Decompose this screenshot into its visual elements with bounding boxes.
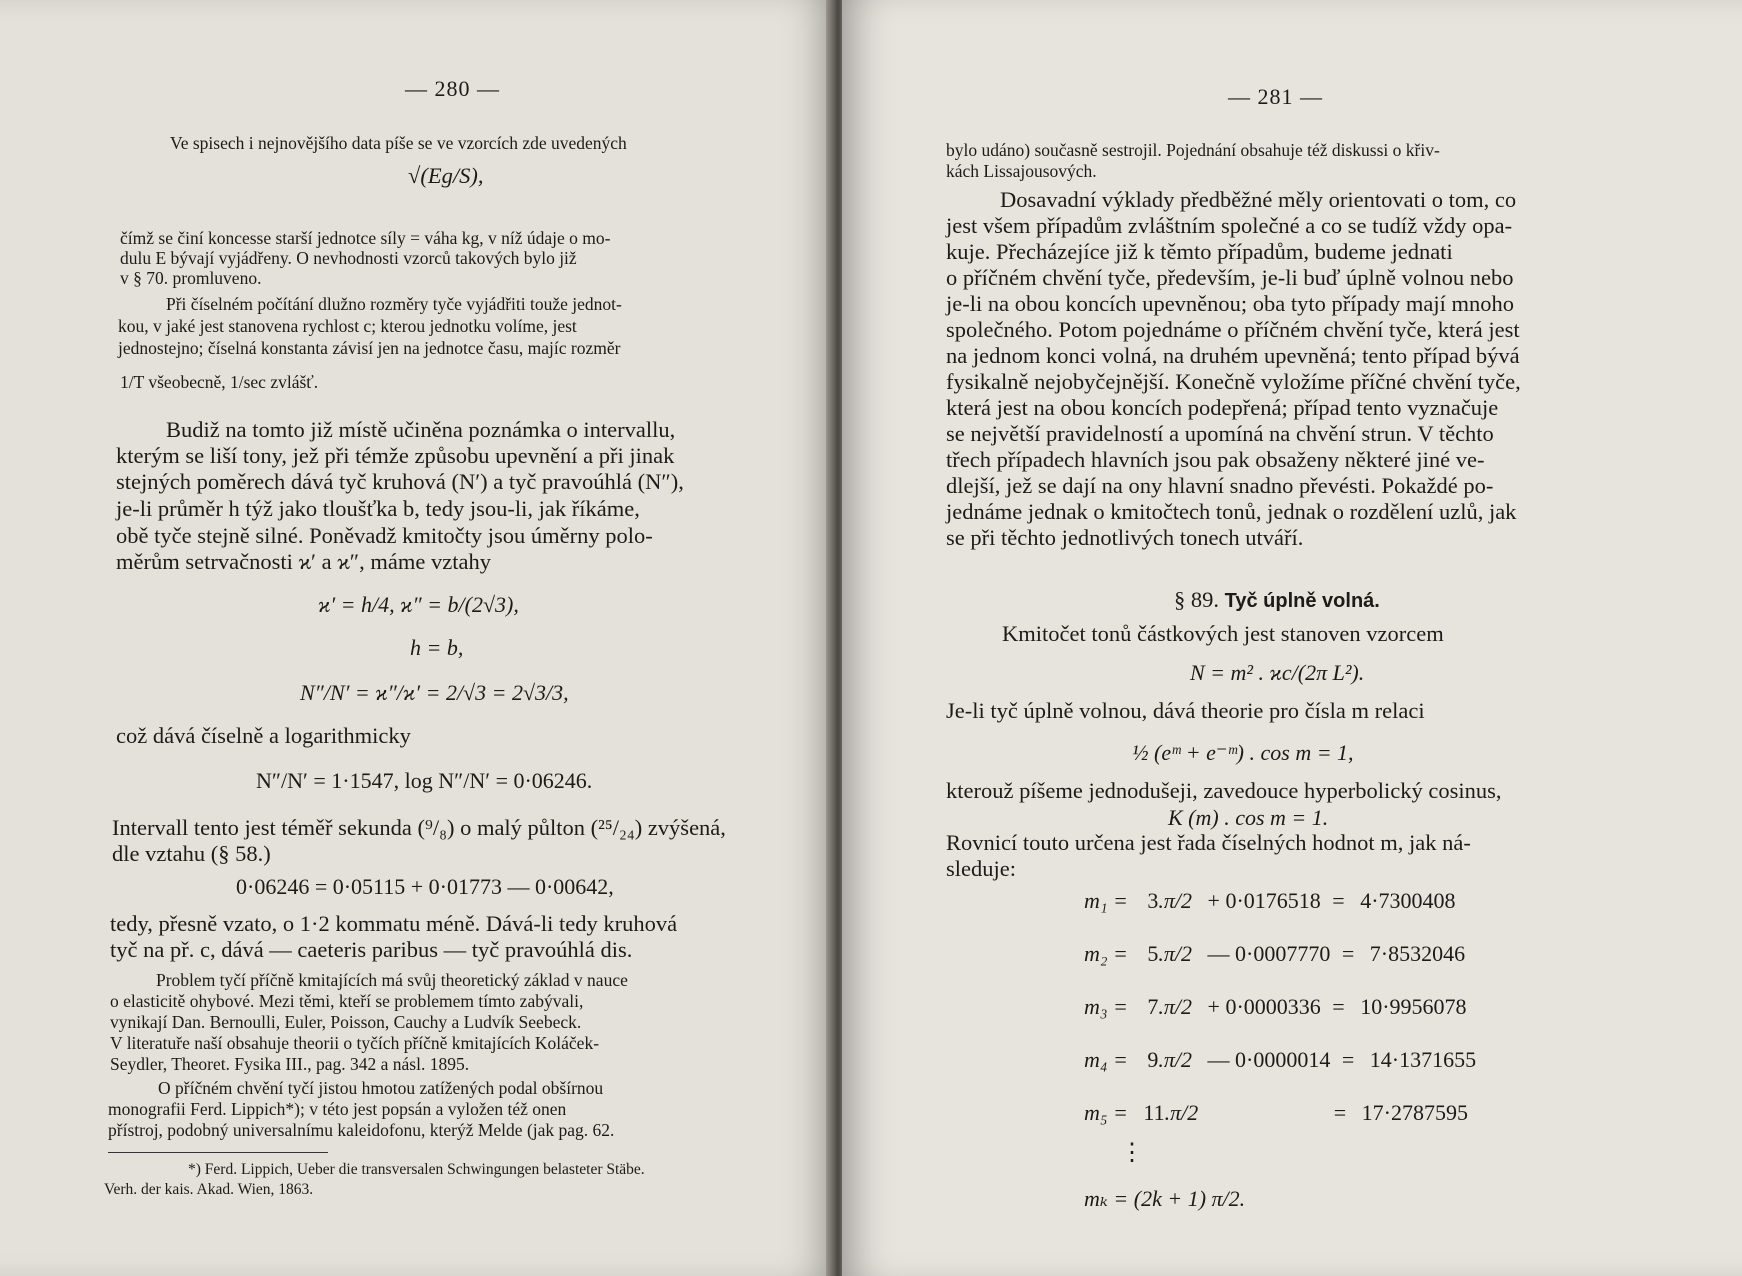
root-row: m₂ = 5.π/2 — 0·0007770 = 7·8532046 bbox=[1084, 941, 1466, 966]
line: Dosavadní výklady předběžné měly orientovati o tom, co bbox=[1000, 187, 1517, 212]
line: Rovnicí touto určena jest řada číselných hodnot m, jak ná- bbox=[946, 830, 1471, 855]
line: Při číselném počítání dlužno rozměry tyče vyjádřiti touže jednot- bbox=[166, 294, 622, 314]
line: monografii Ferd. Lippich*); v této jest popsán a vyložen též onen bbox=[108, 1099, 567, 1119]
line: jest všem případům zvláštním společné a co se tudíž vždy opa- bbox=[946, 213, 1513, 238]
line: dulu E bývají vyjádřeny. O nevhodnosti vzorců takových bylo již bbox=[120, 248, 577, 268]
line: se největší pravidelností a upomíná na chvění strun. V těchto bbox=[946, 421, 1494, 446]
line: bylo udáno) současně sestrojil. Pojednání obsahuje též diskussi o křiv- bbox=[946, 140, 1440, 160]
paragraph: Ve spisech i nejnovějšího data píše se ve vzorcích zde uvedených bbox=[170, 133, 627, 153]
footnote-rule bbox=[108, 1152, 328, 1153]
formula-kappa: ϰ′ = h/4, ϰ″ = b/(2√3), bbox=[318, 592, 519, 617]
formula-cosh: K (m) . cos m = 1. bbox=[1168, 805, 1329, 830]
line: v § 70. promluveno. bbox=[120, 268, 262, 288]
line: vynikají Dan. Bernoulli, Euler, Poisson, Cauchy a Ludvík Seebeck. bbox=[110, 1012, 582, 1032]
line: na jednom konci volná, na druhém upevněná; tento případ bývá bbox=[946, 343, 1520, 368]
formula-sum: 0·06246 = 0·05115 + 0·01773 — 0·00642, bbox=[236, 874, 614, 899]
line: jednáme jednak o kmitočtech tonů, jednak o rozdělení uzlů, jak bbox=[946, 499, 1517, 524]
line: se při těchto jednotlivých tonech utváří. bbox=[946, 525, 1304, 550]
root-k: 5 bbox=[1147, 941, 1159, 966]
root-k: 9 bbox=[1147, 1047, 1159, 1072]
root-row: m₄ = 9.π/2 — 0·0000014 = 14·1371655 bbox=[1084, 1047, 1477, 1072]
root-value: 4·7300408 bbox=[1360, 888, 1456, 913]
root-lhs: m₃ = bbox=[1084, 994, 1128, 1019]
root-correction: — 0·0007770 bbox=[1207, 941, 1331, 966]
line: přístroj, podobný universalnímu kaleidofonu, kterýž Melde (jak pag. 62. bbox=[108, 1120, 615, 1140]
line: dle vztahu (§ 58.) bbox=[112, 841, 271, 866]
root-row: m₃ = 7.π/2 + 0·0000336 = 10·9956078 bbox=[1084, 994, 1467, 1019]
root-lhs: m₄ = bbox=[1084, 1047, 1128, 1072]
line: čímž se činí koncesse starší jednotce síly = váha kg, v níž údaje o mo- bbox=[120, 228, 611, 248]
line: společného. Potom pojednáme o příčném chvění tyče, která jest bbox=[946, 317, 1520, 342]
line: což dává číselně a logarithmicky bbox=[116, 723, 411, 748]
line: Je-li tyč úplně volnou, dává theorie pro čísla m relaci bbox=[946, 698, 1425, 723]
line: dlejší, jež se dají na ony hlavní snadno převésti. Pokaždé po- bbox=[946, 473, 1494, 498]
section-heading bbox=[1174, 587, 1380, 614]
line: je-li na obou koncích upevněnou; oba tyto případy mají mnoho bbox=[946, 291, 1515, 316]
line: o příčném chvění tyče, především, je-li buď úplně volnou nebo bbox=[946, 265, 1514, 290]
line: kách Lissajousových. bbox=[946, 161, 1097, 181]
page-number-281: — 281 — bbox=[1228, 84, 1323, 109]
root-correction: + 0·0176518 bbox=[1207, 888, 1321, 913]
left-page bbox=[0, 0, 834, 1276]
line: kuje. Přecházejíce již k těmto případům, budeme jednati bbox=[946, 239, 1453, 264]
line: třech případech hlavních jsou pak obsaženy některé jiné ve- bbox=[946, 447, 1485, 472]
line: kterouž píšeme jednodušeji, zavedouce hyperbolický cosinus, bbox=[946, 778, 1502, 803]
line: kterým se liší tony, jež při témže způsobu upevnění a při jinak bbox=[116, 443, 675, 468]
formula-general-root: mₖ = (2k + 1) π/2. bbox=[1084, 1186, 1246, 1211]
root-correction: — 0·0000014 bbox=[1207, 1047, 1331, 1072]
root-k: 3 bbox=[1147, 888, 1159, 913]
root-value: 17·2787595 bbox=[1361, 1100, 1468, 1125]
line: Problem tyčí příčně kmitajících má svůj theoretický základ v nauce bbox=[156, 970, 628, 990]
ellipsis-dots: ⋮ bbox=[1120, 1140, 1144, 1166]
formula-log: N″/N′ = 1·1547, log N″/N′ = 0·06246. bbox=[256, 768, 593, 793]
line: o elasticitě ohybové. Mezi těmi, kteří se problemem tímto zabývali, bbox=[110, 991, 584, 1011]
root-k: 11 bbox=[1143, 1100, 1165, 1125]
root-correction: + 0·0000336 bbox=[1207, 994, 1321, 1019]
root-value: 14·1371655 bbox=[1369, 1047, 1477, 1072]
line: Kmitočet tonů částkových jest stanoven vzorcem bbox=[1002, 621, 1444, 646]
line: 1/T všeobecně, 1/sec zvlášť. bbox=[120, 372, 319, 392]
page-number-280: — 280 — bbox=[405, 76, 500, 101]
line: je-li průměr h týž jako tloušťka b, tedy jsou-li, jak říkáme, bbox=[116, 496, 640, 521]
formula-relation: ½ (eᵐ + e⁻ᵐ) . cos m = 1, bbox=[1132, 740, 1354, 765]
formula-sqrt: √(Eg/S), bbox=[408, 163, 484, 188]
line: Intervall tento jest téměř sekunda (⁹/₈) o malý půlton (²⁵/₂₄) zvýšená, bbox=[112, 815, 726, 840]
formula-frequency: N = m² . ϰc/(2π L²). bbox=[1190, 660, 1365, 685]
line: sleduje: bbox=[946, 856, 1016, 881]
line: stejných poměrech dává tyč kruhová (N′) a tyč pravoúhlá (N″), bbox=[116, 469, 684, 494]
line: jednostejno; číselná konstanta závisí jen na jednotce času, majíc rozměr bbox=[118, 338, 621, 358]
line: O příčném chvění tyčí jistou hmotou zatížených podal obšírnou bbox=[158, 1078, 604, 1098]
pi-over-2: .π/2 bbox=[1164, 1100, 1199, 1125]
section-title: Tyč úplně volná. bbox=[1224, 590, 1380, 612]
line: Seydler, Theoret. Fysika III., pag. 342 a násl. 1895. bbox=[110, 1054, 470, 1074]
pi-over-2: .π/2 bbox=[1158, 888, 1193, 913]
line: V literatuře naší obsahuje theorii o tyčích příčně kmitajících Koláček- bbox=[110, 1033, 600, 1053]
root-row: m₅ = 11.π/2 = 17·2787595 bbox=[1084, 1100, 1468, 1125]
root-k: 7 bbox=[1147, 994, 1159, 1019]
line: kou, v jaké jest stanovena rychlost c; kterou jednotku volíme, jest bbox=[118, 316, 577, 336]
pi-over-2: .π/2 bbox=[1158, 994, 1193, 1019]
line: *) Ferd. Lippich, Ueber die transversalen Schwingungen belasteter Stäbe. bbox=[188, 1161, 645, 1178]
line: Budiž na tomto již místě učiněna poznámka o intervallu, bbox=[166, 417, 676, 442]
root-lhs: m₅ = bbox=[1084, 1100, 1128, 1125]
section-number: § 89. bbox=[1174, 587, 1219, 612]
root-lhs: m₂ = bbox=[1084, 941, 1128, 966]
root-value: 7·8532046 bbox=[1369, 941, 1466, 966]
line: Verh. der kais. Akad. Wien, 1863. bbox=[104, 1181, 314, 1198]
root-row: m₁ = 3.π/2 + 0·0176518 = 4·7300408 bbox=[1084, 888, 1456, 913]
pi-over-2: .π/2 bbox=[1158, 1047, 1193, 1072]
right-page bbox=[842, 0, 1742, 1276]
line: fysikalně nejobyčejnější. Konečně vyložíme příčné chvění tyče, bbox=[946, 369, 1521, 394]
root-lhs: m₁ = bbox=[1084, 888, 1128, 913]
formula-ratio: N″/N′ = ϰ″/ϰ′ = 2/√3 = 2√3/3, bbox=[300, 680, 569, 705]
pi-over-2: .π/2 bbox=[1158, 941, 1193, 966]
formula-h-b: h = b, bbox=[410, 635, 464, 660]
line: která jest na obou koncích podepřená; případ tento vyznačuje bbox=[946, 395, 1499, 420]
line: měrům setrvačnosti ϰ′ a ϰ″, máme vztahy bbox=[116, 549, 492, 574]
line: obě tyče stejně silné. Poněvadž kmitočty jsou úměrny polo- bbox=[116, 523, 653, 548]
line: tedy, přesně vzato, o 1·2 kommatu méně. Dává-li tedy kruhová bbox=[110, 911, 678, 936]
root-value: 10·9956078 bbox=[1360, 994, 1467, 1019]
line: tyč na př. c, dává — caeteris paribus — tyč pravoúhlá dis. bbox=[110, 937, 633, 962]
